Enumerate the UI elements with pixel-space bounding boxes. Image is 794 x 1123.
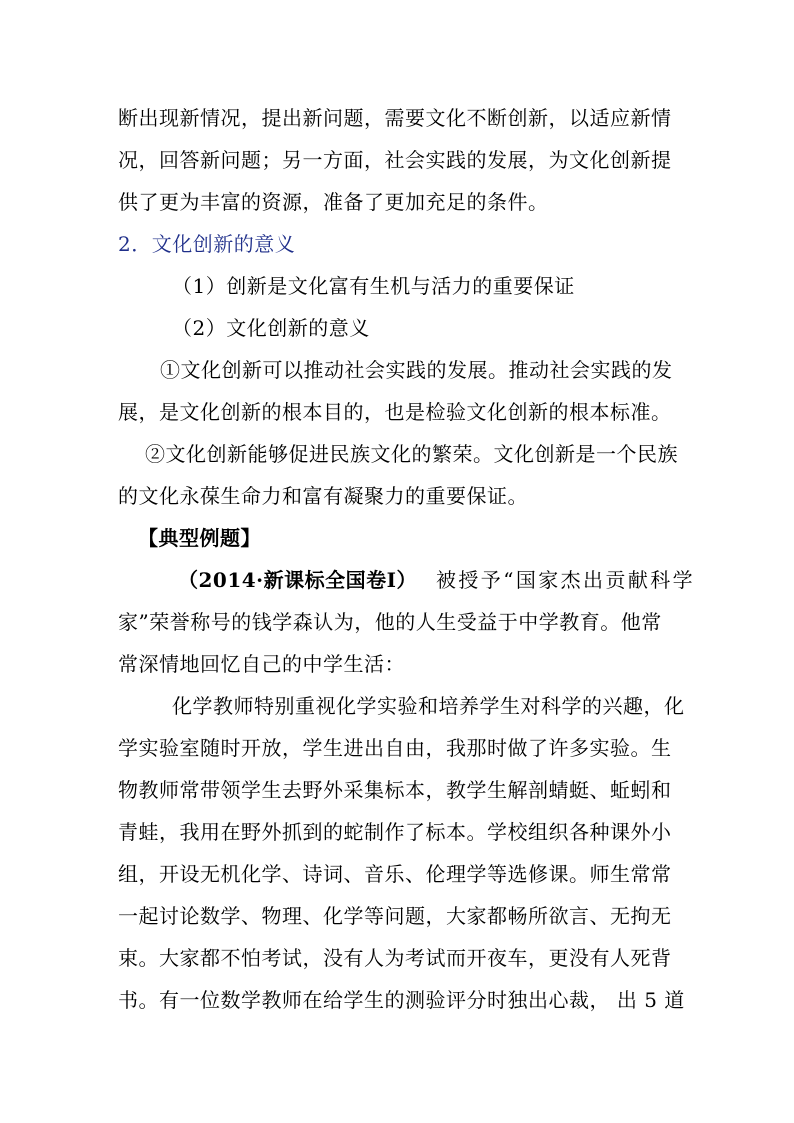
quote-line: 物教师常带领学生去野外采集标本，教学生解剖蜻蜓、蚯蚓和 — [118, 778, 672, 802]
example-intro-line: 家”荣誉称号的钱学森认为，他的人生受益于中学教育。他常 — [118, 610, 662, 634]
paragraph-line: 断出现新情况，提出新问题，需要文化不断创新，以适应新情 — [118, 106, 672, 130]
section-heading: 2．文化创新的意义 — [118, 232, 296, 256]
quote-line: 化学教师特别重视化学实验和培养学生对科学的兴趣，化 — [172, 694, 685, 718]
point-b-line: ②文化创新能够促进民族文化的繁荣。文化创新是一个民族 — [145, 442, 678, 466]
point-a-line: 展，是文化创新的根本目的，也是检验文化创新的根本标准。 — [118, 400, 672, 424]
subpoint-1: （1）创新是文化富有生机与活力的重要保证 — [172, 274, 575, 298]
quote-line: 束。大家都不怕考试，没有人为考试而开夜车，更没有人死背 — [118, 946, 672, 970]
quote-line: 书。有一位数学教师在给学生的测验评分时独出心裁， 出 5 道 — [118, 988, 685, 1012]
example-intro-line: 被授予“国家杰出贡献科学 — [436, 568, 696, 592]
quote-line: 青蛙，我用在野外抓到的蛇制作了标本。学校组织各种课外小 — [118, 820, 672, 844]
quote-line: 组，开设无机化学、诗词、音乐、伦理学等选修课。师生常常 — [118, 862, 672, 886]
example-source: （2014·新课标全国卷Ⅰ） — [178, 568, 417, 592]
paragraph-line: 供了更为丰富的资源，准备了更加充足的条件。 — [118, 190, 549, 214]
example-intro-line: 常深情地回忆自己的中学生活： — [118, 652, 405, 676]
example-heading: 【典型例题】 — [138, 526, 261, 550]
quote-line: 学实验室随时开放，学生进出自由，我那时做了许多实验。生 — [118, 736, 672, 760]
point-a-line: ①文化创新可以推动社会实践的发展。推动社会实践的发 — [160, 358, 673, 382]
subpoint-2: （2）文化创新的意义 — [172, 316, 370, 340]
quote-line: 一起讨论数学、物理、化学等问题，大家都畅所欲言、无拘无 — [118, 904, 672, 928]
paragraph-line: 况，回答新问题；另一方面，社会实践的发展，为文化创新提 — [118, 148, 672, 172]
point-b-line: 的文化永葆生命力和富有凝聚力的重要保证。 — [118, 484, 528, 508]
